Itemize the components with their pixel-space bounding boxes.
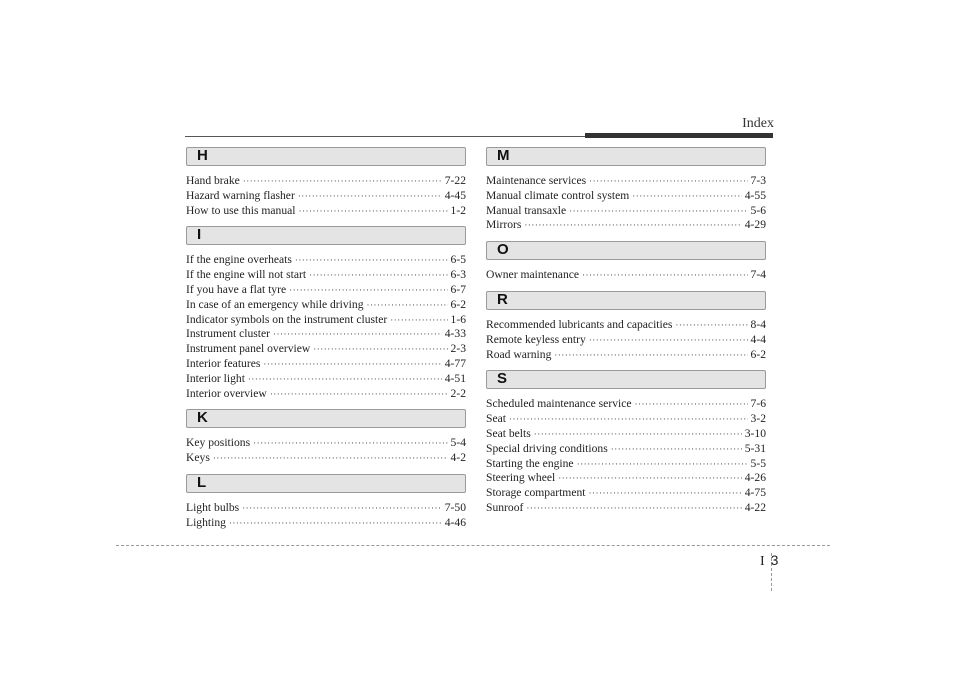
index-entry[interactable] — [186, 189, 466, 204]
entry-page: 7-6 — [750, 397, 766, 411]
dot-leader — [509, 412, 748, 427]
entry-name: In case of an emergency while driving — [186, 297, 364, 311]
entry-page: 2-2 — [450, 386, 466, 400]
entry-page: 7-4 — [750, 268, 766, 282]
entry-name: Remote keyless entry — [486, 332, 586, 346]
entry-page: 5-5 — [750, 456, 766, 470]
entry-page: 2-3 — [450, 342, 466, 356]
dot-leader — [242, 501, 442, 516]
index-entry[interactable] — [486, 348, 766, 363]
section-letter: L — [197, 473, 207, 491]
entry-page: 7-3 — [750, 174, 766, 187]
index-entry-list — [186, 436, 466, 466]
entry-name: Manual climate control system — [486, 188, 630, 202]
index-entry-list — [486, 174, 766, 233]
page-number — [760, 552, 778, 570]
section-letter: M — [497, 147, 510, 164]
index-entry-list — [486, 397, 766, 515]
dot-leader — [558, 471, 742, 486]
section-letter: I — [197, 226, 202, 244]
entry-name: Light bulbs — [186, 500, 240, 514]
index-entry[interactable] — [186, 283, 466, 298]
section-letter: S — [497, 370, 508, 388]
index-entry[interactable] — [486, 412, 766, 427]
index-column-right — [486, 147, 766, 524]
entry-page: 4-51 — [444, 371, 466, 385]
index-entry[interactable] — [486, 268, 766, 283]
entry-name: Interior light — [186, 371, 245, 385]
entry-page: 4-45 — [444, 188, 466, 202]
entry-name: Hazard warning flasher — [186, 188, 295, 202]
section-header-k — [186, 409, 466, 428]
dot-leader — [390, 313, 447, 328]
dot-leader — [243, 174, 442, 189]
entry-name: If the engine overheats — [186, 253, 292, 267]
entry-page: 3-10 — [744, 426, 766, 440]
entry-name: If you have a flat tyre — [186, 282, 287, 296]
dot-leader — [589, 333, 748, 348]
entry-page: 7-50 — [444, 500, 466, 514]
entry-name: Sunroof — [486, 500, 524, 514]
entry-page: 4-2 — [450, 451, 466, 465]
entry-page: 4-55 — [744, 188, 766, 202]
index-entry[interactable] — [186, 357, 466, 372]
index-entry[interactable] — [186, 313, 466, 328]
entry-page: 1-2 — [450, 203, 466, 217]
entry-name: Indicator symbols on the instrument cluster — [186, 312, 388, 326]
entry-name: Recommended lubricants and capacities — [486, 317, 673, 331]
dot-leader — [526, 501, 741, 516]
entry-name: Storage compartment — [486, 486, 586, 500]
entry-page: 5-6 — [750, 203, 766, 217]
dot-leader — [298, 204, 447, 219]
entry-page: 4-26 — [744, 471, 766, 485]
dot-leader — [367, 298, 448, 313]
index-entry[interactable] — [186, 516, 466, 531]
section-letter: H — [197, 147, 208, 164]
dot-leader — [554, 348, 747, 363]
dot-leader — [632, 189, 741, 204]
index-entry[interactable] — [186, 342, 466, 357]
dot-leader — [248, 372, 442, 387]
index-column-left — [186, 147, 466, 539]
entry-page: 7-22 — [444, 174, 466, 187]
entry-page: 6-2 — [450, 297, 466, 311]
dot-leader — [289, 283, 447, 298]
index-entry[interactable] — [186, 204, 466, 219]
entry-page: 4-29 — [744, 218, 766, 232]
entry-page: 6-2 — [750, 347, 766, 361]
page-number-value: 3 — [770, 552, 779, 568]
entry-name: Maintenance services — [486, 174, 587, 187]
entry-page: 4-33 — [444, 327, 466, 341]
entry-name: Hand brake — [186, 174, 240, 187]
dot-leader — [253, 436, 447, 451]
dot-leader — [309, 268, 447, 283]
dot-leader — [229, 516, 442, 531]
dot-leader — [589, 174, 747, 189]
entry-name: Key positions — [186, 436, 251, 450]
section-letter: K — [197, 409, 208, 427]
index-entry[interactable] — [486, 397, 766, 412]
index-entry-list — [186, 174, 466, 218]
index-entry[interactable] — [186, 253, 466, 268]
index-entry-list — [486, 268, 766, 283]
entry-page: 3-2 — [750, 412, 766, 426]
index-entry[interactable] — [486, 218, 766, 233]
section-header-s — [486, 370, 766, 389]
footer-divider — [116, 545, 830, 546]
section-header-r — [486, 291, 766, 310]
entry-page: 4-4 — [750, 332, 766, 346]
index-entry[interactable] — [186, 501, 466, 516]
index-entry[interactable] — [486, 174, 766, 189]
dot-leader — [213, 451, 448, 466]
entry-page: 1-6 — [450, 312, 466, 326]
entry-page: 4-77 — [444, 356, 466, 370]
section-letter: O — [497, 241, 509, 259]
index-entry[interactable] — [486, 318, 766, 333]
entry-name: Interior overview — [186, 386, 267, 400]
index-entry[interactable] — [186, 327, 466, 342]
index-entry[interactable] — [186, 436, 466, 451]
index-entry[interactable] — [486, 501, 766, 516]
dot-leader — [295, 253, 448, 268]
dot-leader — [313, 342, 447, 357]
entry-name: Mirrors — [486, 218, 522, 232]
index-entry-list — [186, 501, 466, 531]
entry-name: Instrument cluster — [186, 327, 271, 341]
entry-name: Instrument panel overview — [186, 342, 311, 356]
dot-leader — [675, 318, 747, 333]
dot-leader — [263, 357, 441, 372]
entry-name: Steering wheel — [486, 471, 556, 485]
index-entry-list — [186, 253, 466, 401]
entry-page: 5-4 — [450, 436, 466, 450]
section-letter: R — [497, 290, 508, 308]
entry-name: If the engine will not start — [186, 268, 307, 282]
entry-page: 8-4 — [750, 317, 766, 331]
entry-name: Owner maintenance — [486, 268, 580, 282]
dot-leader — [569, 204, 747, 219]
index-entry[interactable] — [486, 457, 766, 472]
dot-leader — [270, 387, 448, 402]
index-entry[interactable] — [486, 442, 766, 457]
entry-name: Keys — [186, 451, 210, 465]
entry-page: 6-7 — [450, 282, 466, 296]
dot-leader — [635, 397, 748, 412]
index-entry[interactable] — [186, 451, 466, 466]
entry-page: 4-46 — [444, 515, 466, 529]
entry-name: Special driving conditions — [486, 441, 608, 455]
index-entry[interactable] — [486, 333, 766, 348]
index-entry-list — [486, 318, 766, 362]
dot-leader — [534, 427, 742, 442]
entry-name: Interior features — [186, 356, 261, 370]
dot-leader — [524, 218, 741, 233]
dot-leader — [582, 268, 748, 283]
entry-page: 5-31 — [744, 441, 766, 455]
section-header-i — [186, 226, 466, 245]
section-header-o — [486, 241, 766, 260]
entry-name: Scheduled maintenance service — [486, 397, 632, 411]
entry-name: Road warning — [486, 347, 552, 361]
index-entry[interactable] — [486, 427, 766, 442]
index-entry[interactable] — [186, 268, 466, 283]
page-header-title: Index — [742, 116, 774, 131]
entry-name: Starting the engine — [486, 456, 574, 470]
dot-leader — [611, 442, 742, 457]
section-header-h — [186, 147, 466, 166]
entry-name: How to use this manual — [186, 203, 296, 217]
entry-page: 4-22 — [744, 500, 766, 514]
header-rule-thick — [585, 133, 773, 138]
entry-name: Manual transaxle — [486, 203, 567, 217]
index-entry[interactable] — [486, 189, 766, 204]
index-entry[interactable] — [486, 204, 766, 219]
index-entry[interactable] — [186, 387, 466, 402]
section-header-l — [186, 474, 466, 493]
entry-name: Seat belts — [486, 426, 531, 440]
entry-name: Lighting — [186, 515, 226, 529]
index-entry[interactable] — [486, 486, 766, 501]
entry-page: 6-5 — [450, 253, 466, 267]
entry-page: 4-75 — [744, 486, 766, 500]
entry-page: 6-3 — [450, 268, 466, 282]
dot-leader — [273, 327, 442, 342]
section-letter: I — [760, 554, 765, 569]
dot-leader — [577, 457, 748, 472]
index-entry[interactable] — [486, 471, 766, 486]
dot-leader — [298, 189, 442, 204]
section-header-m — [486, 147, 766, 166]
index-entry[interactable] — [186, 372, 466, 387]
index-entry[interactable] — [186, 298, 466, 313]
entry-name: Seat — [486, 412, 506, 426]
dot-leader — [588, 486, 741, 501]
index-entry[interactable] — [186, 174, 466, 189]
header-rule-thin — [185, 136, 585, 137]
